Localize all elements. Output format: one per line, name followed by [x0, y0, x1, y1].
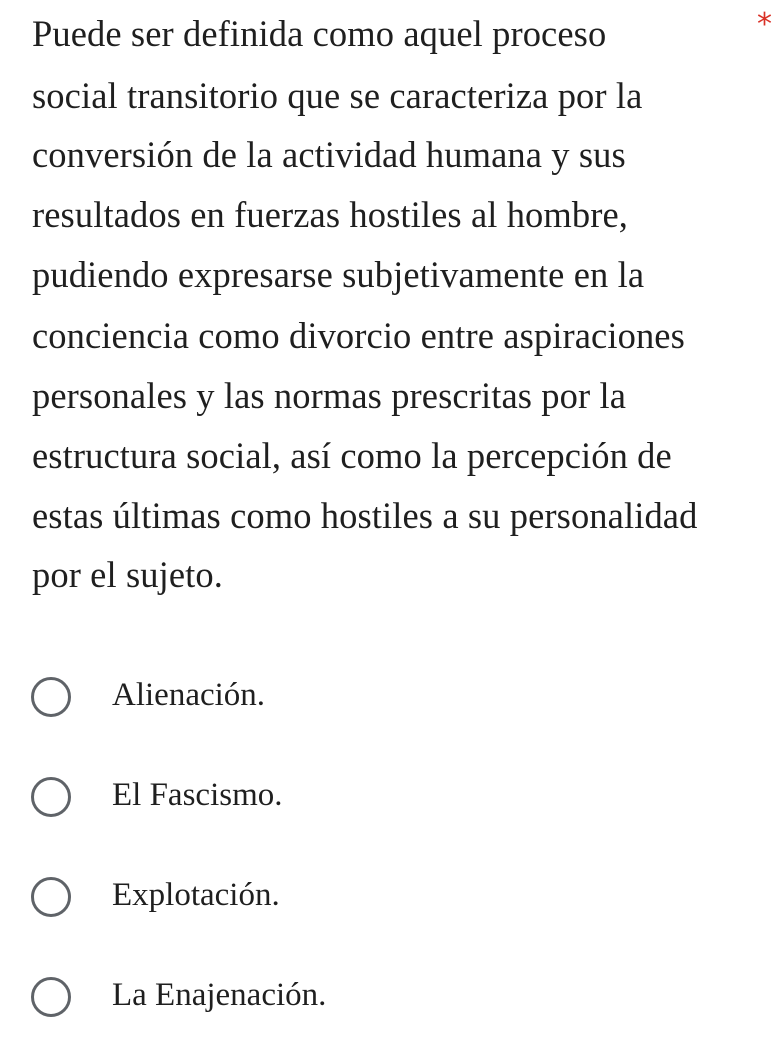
radio-button[interactable] — [31, 977, 71, 1017]
question-line: estructura social, así como la percepción de — [32, 435, 672, 476]
option-label: La Enajenación. — [112, 977, 327, 1013]
question-line: estas últimas como hostiles a su personalidad — [32, 495, 698, 536]
question-line: social transitorio que se caracteriza por la — [32, 75, 643, 116]
question-line: personales y las normas prescritas por la — [32, 375, 626, 416]
radio-button[interactable] — [31, 877, 71, 917]
option-label: El Fascismo. — [112, 777, 283, 813]
question-line: resultados en fuerzas hostiles al hombre, — [32, 194, 629, 235]
option-explotacion[interactable] — [0, 860, 775, 930]
question-line: por el sujeto. — [32, 554, 223, 595]
option-label: Alienación. — [112, 677, 266, 713]
option-la-enajenacion[interactable] — [0, 960, 775, 1030]
radio-button[interactable] — [31, 777, 71, 817]
required-asterisk: * — [757, 7, 772, 42]
option-el-fascismo[interactable] — [0, 760, 775, 830]
option-alienacion[interactable] — [0, 660, 775, 730]
radio-button[interactable] — [31, 677, 71, 717]
question-line: pudiendo expresarse subjetivamente en la — [32, 254, 645, 295]
question-line: conversión de la actividad humana y sus — [32, 134, 626, 175]
option-label: Explotación. — [112, 877, 280, 913]
question-line: conciencia como divorcio entre aspiraciones — [32, 315, 685, 356]
question-line: Puede ser definida como aquel proceso — [32, 13, 607, 54]
